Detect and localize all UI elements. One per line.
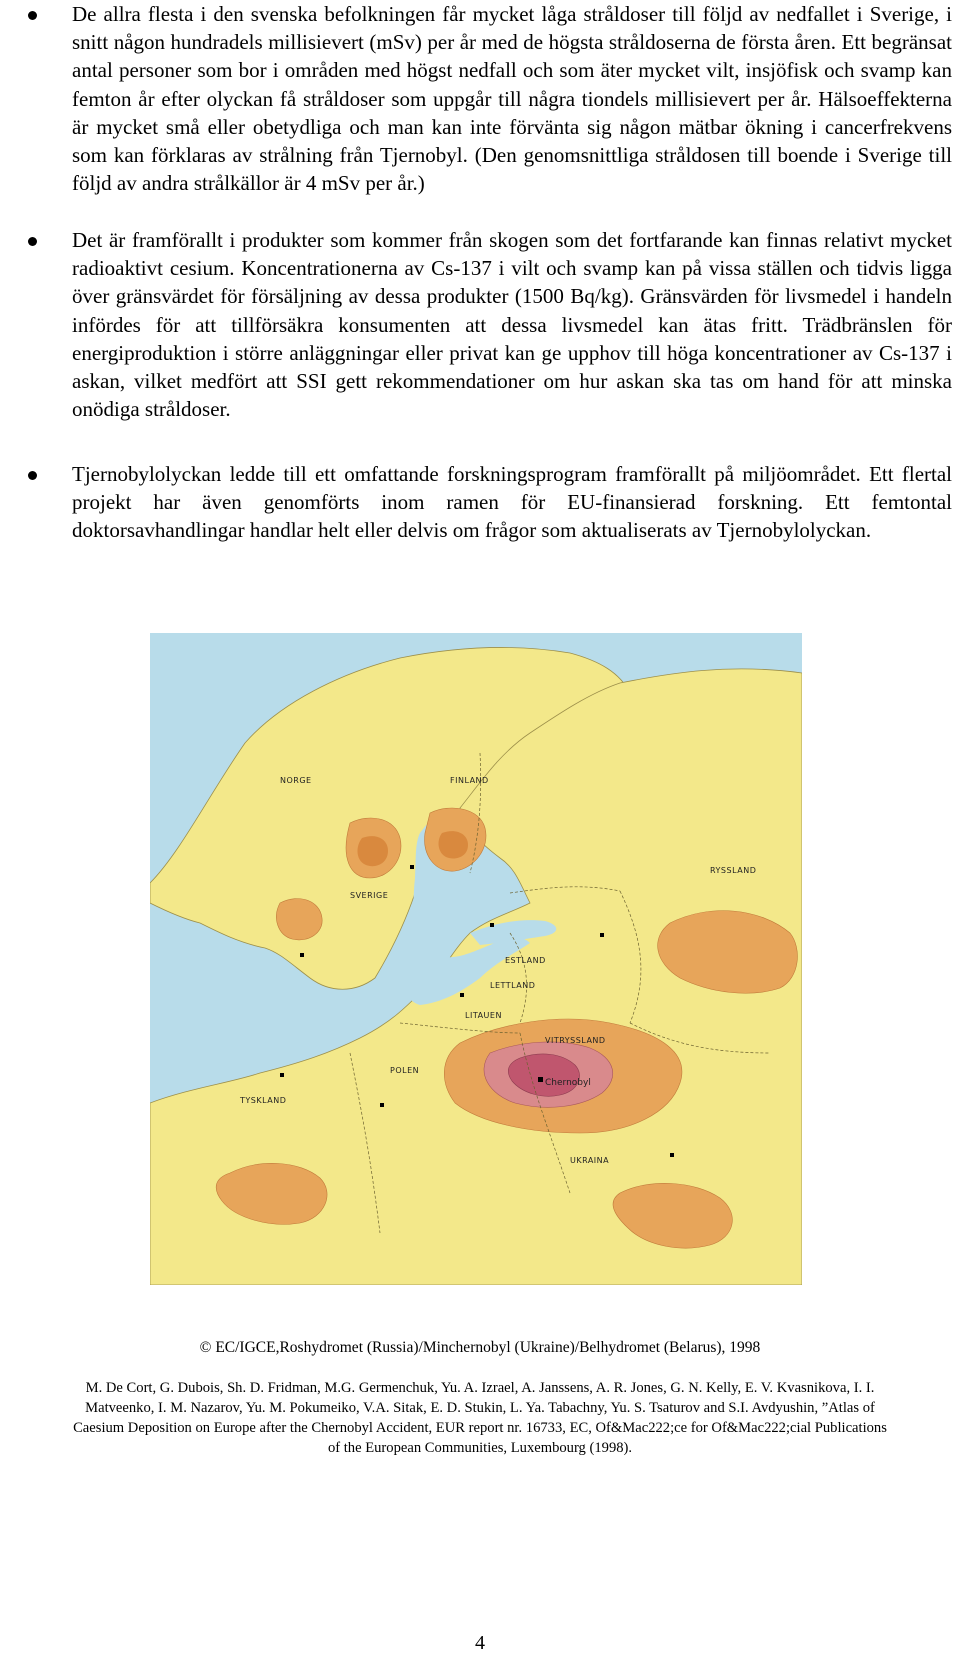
city-marker	[380, 1103, 384, 1107]
city-marker	[300, 953, 304, 957]
bullet-item	[22, 460, 952, 545]
reference-line: Matveenko, I. M. Nazarov, Yu. M. Pokumeiko, V.A. Sitak, E. D. Stukin, L. Ya. Tabachny, Yu. S. Tsaturov and S.I. Avdyushin, ”Atlas of	[85, 1400, 875, 1416]
bullet-dot	[28, 471, 37, 480]
bullet-text: Det är framförallt i produkter som kommer från skogen som det fortfarande kan finnas relativt mycket radioaktivt cesium. Koncentrationerna av Cs-137 i vilt och svamp kan på vissa ställen och tidvis ligga över gränsvärdet för försäljning av dessa produkter (1500 Bq/kg). Gränsvärden för livsmedel i handeln infördes för att tillförsäkra konsumenten att dessa livsmedel kan ätas fritt. Trädbränslen för energiproduktion i större anläggningar eller privat kan ge upphov till höga koncentrationer av Cs-137 i askan, vilket medfört att SSI gett rekommendationer om hur askan ska tas om hand för att minska onödiga stråldoser.	[72, 228, 952, 422]
label-lettland: LETTLAND	[490, 981, 536, 990]
label-estland: ESTLAND	[505, 956, 546, 965]
map-credit: © EC/IGCE,Roshydromet (Russia)/Minchernobyl (Ukraine)/Belhydromet (Belarus), 1998	[199, 1339, 761, 1356]
bullet-dot	[28, 11, 37, 20]
fallout-finland-core	[439, 831, 468, 858]
bullet-dot	[28, 237, 37, 246]
label-litauen: LITAUEN	[465, 1011, 502, 1020]
city-marker	[460, 993, 464, 997]
label-polen: POLEN	[390, 1066, 420, 1075]
city-marker	[670, 1153, 674, 1157]
label-tyskland: TYSKLAND	[240, 1096, 287, 1105]
label-ryssland: RYSSLAND	[710, 866, 757, 875]
reference-block	[0, 1378, 960, 1458]
city-marker	[280, 1073, 284, 1077]
label-vitryssland: VITRYSSLAND	[545, 1036, 606, 1045]
city-marker	[490, 923, 494, 927]
label-ukraina: UKRAINA	[570, 1156, 610, 1165]
label-norge: NORGE	[280, 776, 312, 785]
city-marker	[600, 933, 604, 937]
caesium-deposition-map	[150, 633, 802, 1285]
label-finland: FINLAND	[450, 776, 489, 785]
fallout-sweden-core	[357, 836, 388, 866]
city-marker	[410, 865, 414, 869]
reference-line: Caesium Deposition on Europe after the Chernobyl Accident, EUR report nr. 16733, EC, Of&Mac222;ce for Of&Mac222;cial Publications	[73, 1420, 887, 1436]
chernobyl-marker	[538, 1077, 543, 1082]
reference-line: M. De Cort, G. Dubois, Sh. D. Fridman, M.G. Germenchuk, Yu. A. Izrael, A. Janssens, A. R. Jones, G. N. Kelly, E. V. Kvasnikova, I. I.	[85, 1380, 875, 1396]
bullet-text: Tjernobylolyckan ledde till ett omfattande forskningsprogram framförallt på miljöområdet. Ett flertal projekt har även genomförts inom ramen för EU-finansierad forskning. Ett femtontal doktorsavhandlingar handlar helt eller delvis om frågor som aktualiserats av Tjernobylolyckan.	[72, 462, 952, 543]
reference-line: of the European Communities, Luxembourg (1998).	[327, 1440, 633, 1456]
page-number: 4	[475, 1632, 485, 1654]
label-chernobyl: Chernobyl	[545, 1078, 591, 1088]
bullet-item	[22, 0, 952, 197]
label-sverige: SVERIGE	[350, 891, 389, 900]
fallout-norway	[276, 899, 322, 940]
bullet-item	[22, 226, 952, 423]
bullet-text: De allra flesta i den svenska befolkningen får mycket låga stråldoser till följd av nedfallet i Sverige, i snitt någon hundradels millisievert (mSv) per år med de högsta stråldoserna de första åren. Ett begränsat antal personer som bor i områden med högst nedfall och som äter mycket vilt, insjöfisk och svamp kan femton år efter olyckan få stråldoser som uppgår till några tiondels millisievert per år. Hälsoeffekterna är mycket små eller obetydliga och man kan inte förvänta sig någon mätbar ökning i cancerfrekvens som kan förklaras av strålning från Tjernobyl. (Den genomsnittliga stråldosen till boende i Sverige till följd av andra strålkällor är 4 mSv per år.)	[72, 2, 952, 196]
